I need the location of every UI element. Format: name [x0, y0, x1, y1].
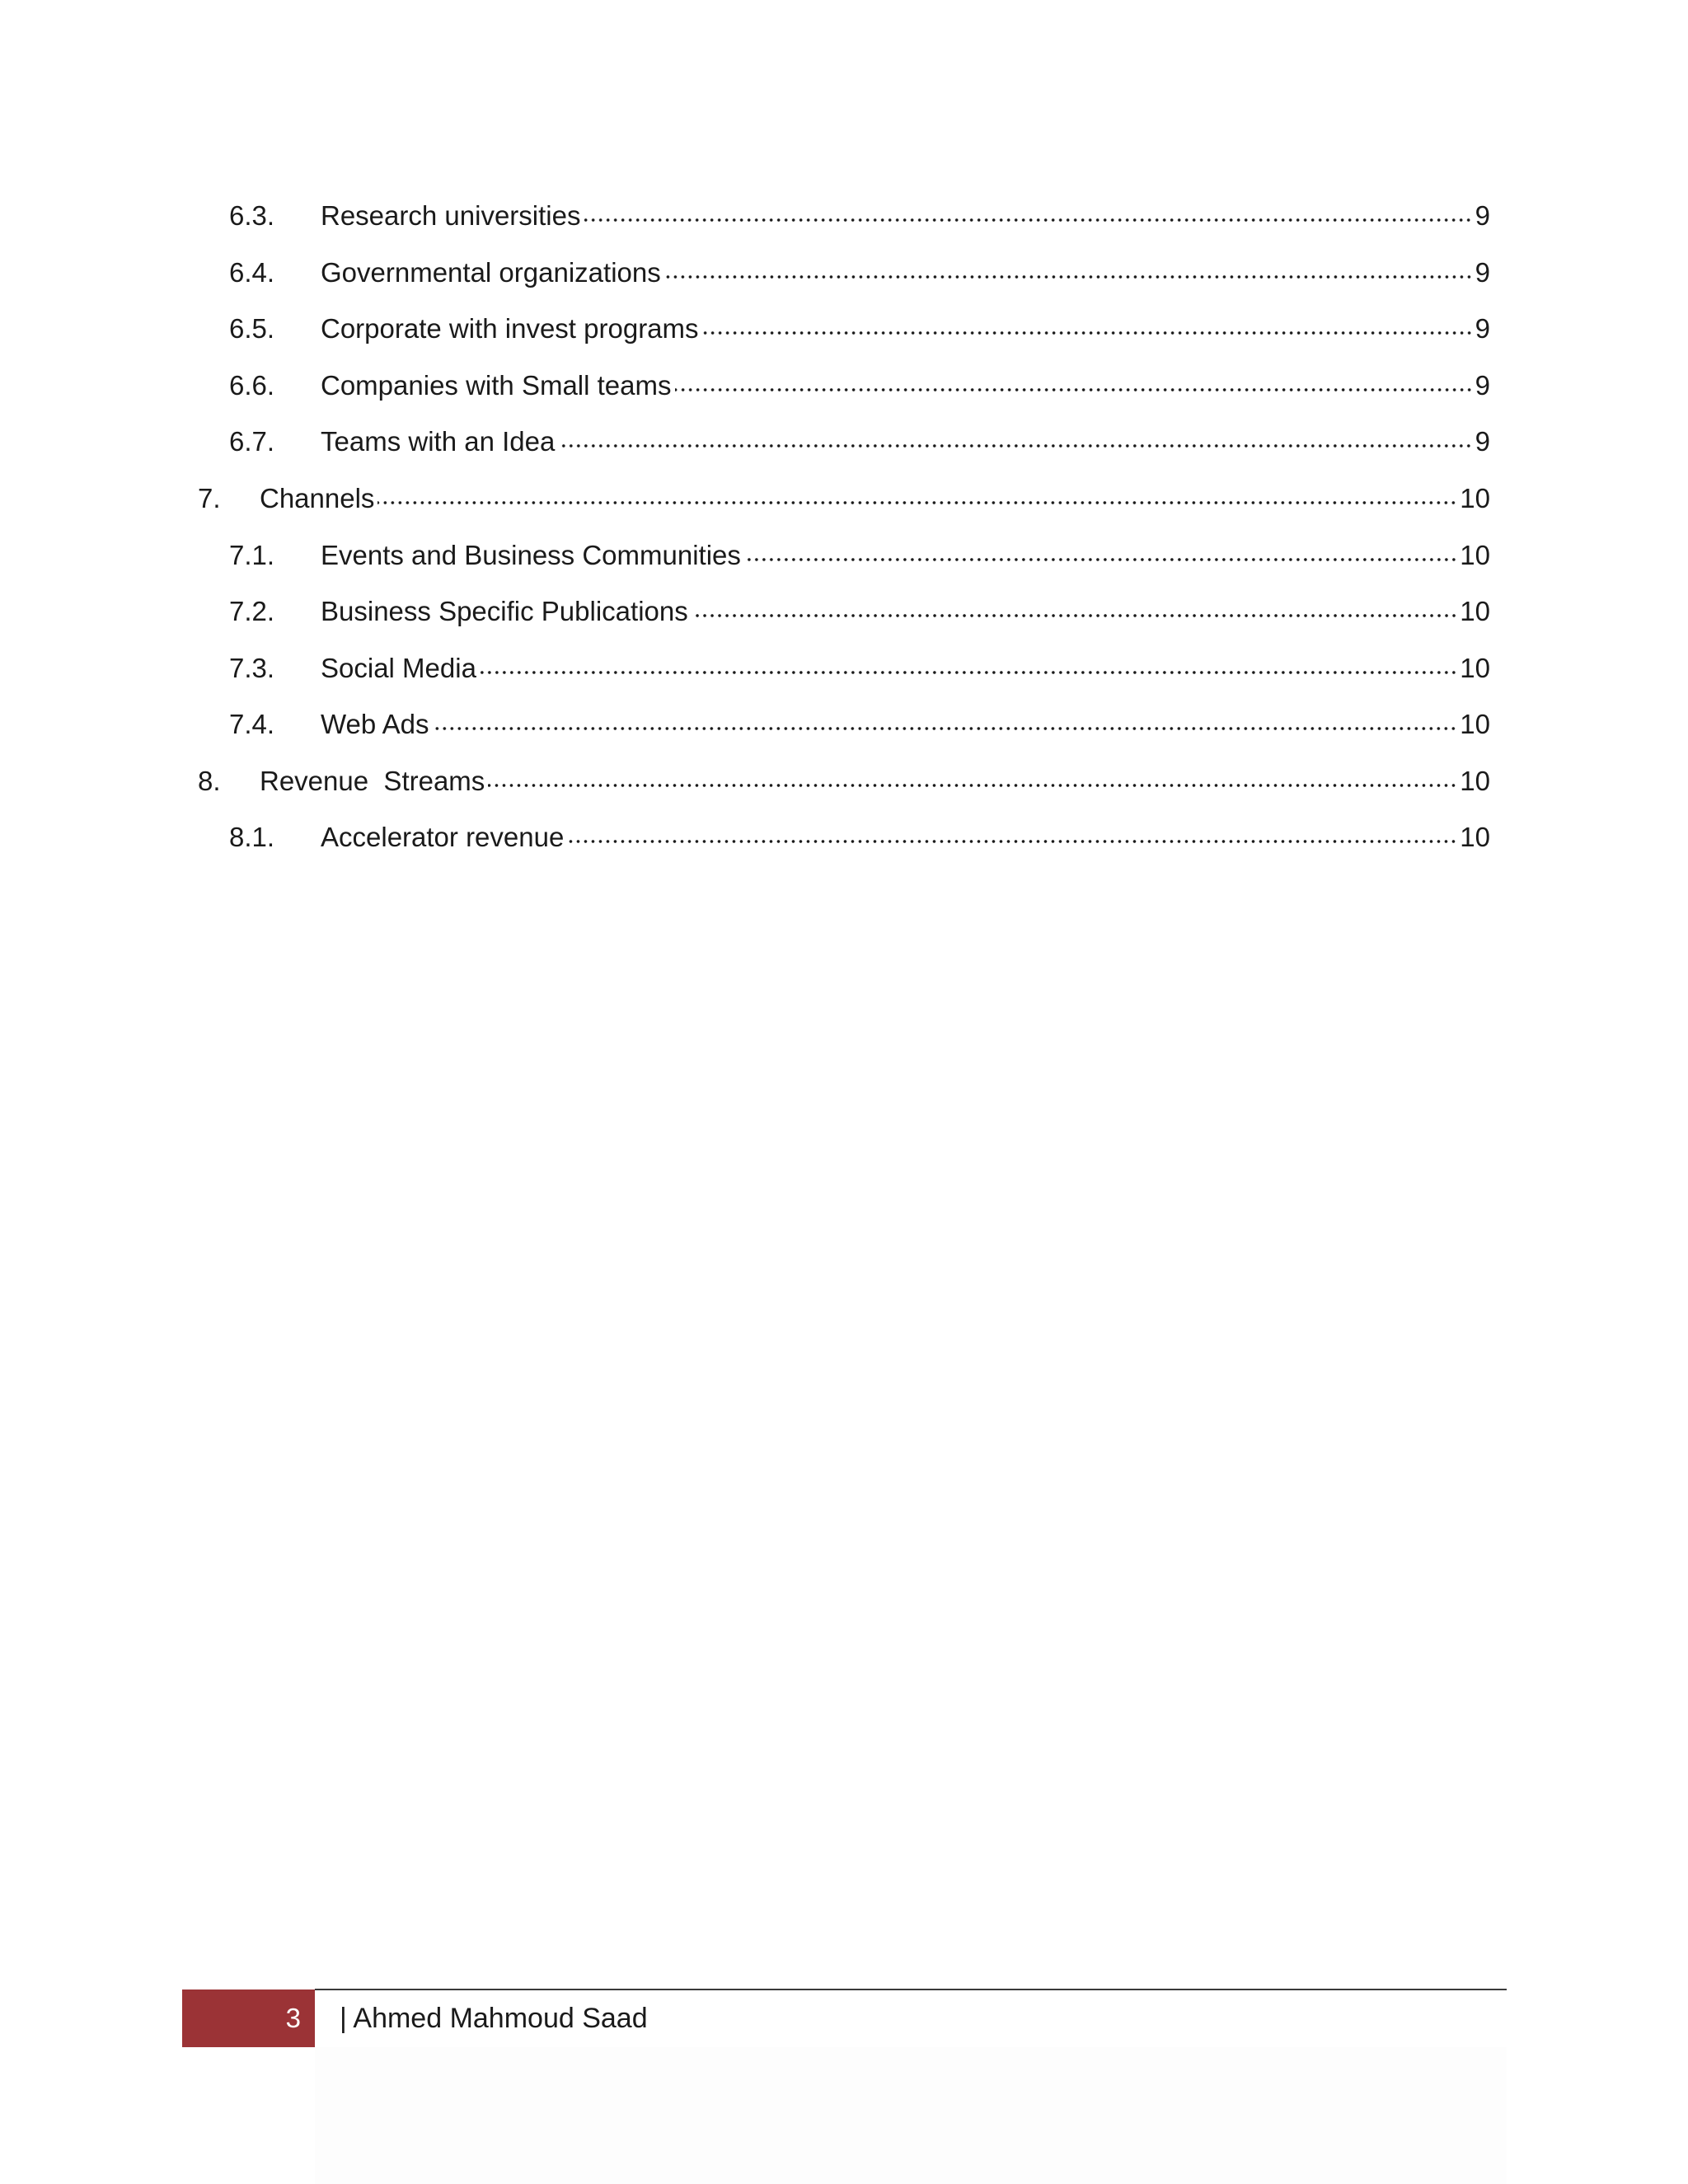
toc-entry-number: 6.4.	[229, 257, 275, 288]
dot-leader	[567, 837, 1457, 846]
toc-entry[interactable]	[229, 195, 1490, 237]
dot-leader	[480, 668, 1457, 677]
toc-entry[interactable]	[229, 308, 1490, 349]
toc-entry-page: 10	[1460, 653, 1490, 683]
dot-leader	[432, 724, 1457, 733]
toc-entry-page: 9	[1475, 313, 1490, 344]
toc-entry[interactable]	[229, 535, 1490, 576]
toc-entry-title: Business Specific Publications	[321, 596, 688, 626]
toc-entry[interactable]	[229, 648, 1490, 689]
dot-leader	[558, 441, 1472, 451]
toc-entry-page: 9	[1475, 370, 1490, 401]
toc-entry-title: Companies with Small teams	[321, 370, 672, 401]
toc-entry-page: 10	[1460, 483, 1490, 513]
dot-leader	[692, 611, 1458, 621]
toc-entry[interactable]	[229, 591, 1490, 632]
dot-leader	[664, 272, 1473, 282]
page-number: 3	[285, 2003, 301, 2033]
toc-entry-title: Research universities	[321, 200, 581, 231]
toc-entry-page: 9	[1475, 257, 1490, 288]
toc-entry[interactable]	[198, 478, 1490, 519]
toc-entry[interactable]	[229, 817, 1490, 858]
toc-entry-page: 10	[1460, 540, 1490, 570]
toc-entry-number: 6.5.	[229, 313, 275, 344]
toc-entry-page: 10	[1460, 596, 1490, 626]
toc-entry-title: Revenue Streams	[260, 766, 485, 796]
toc-entry-page: 10	[1460, 766, 1490, 796]
toc-entry-number: 7.1.	[229, 540, 275, 570]
toc-entry[interactable]	[229, 421, 1490, 462]
toc-entry-number: 7.4.	[229, 709, 275, 739]
toc-entry-page: 9	[1475, 200, 1490, 231]
author-name: | Ahmed Mahmoud Saad	[340, 2003, 648, 2034]
toc-entry-title: Corporate with invest programs	[321, 313, 699, 344]
toc-entry-title: Teams with an Idea	[321, 426, 556, 457]
dot-leader	[377, 498, 1457, 508]
toc-entry[interactable]	[229, 704, 1490, 745]
toc-entry-number: 8.1.	[229, 822, 275, 852]
toc-entry-number: 7.2.	[229, 596, 275, 626]
toc-entry-title: Channels	[260, 483, 375, 513]
toc-entry-title: Accelerator revenue	[321, 822, 565, 852]
toc-entry[interactable]	[229, 365, 1490, 406]
footer-shade	[315, 2047, 1507, 2184]
toc-entry[interactable]	[229, 252, 1490, 293]
toc-entry-page: 9	[1475, 426, 1490, 457]
toc-entry-page: 10	[1460, 709, 1490, 739]
dot-leader	[675, 385, 1473, 395]
toc-entry-title: Social Media	[321, 653, 476, 683]
dot-leader	[584, 215, 1472, 225]
toc-entry-title: Events and Business Communities	[321, 540, 741, 570]
toc-entry-title: Governmental organizations	[321, 257, 661, 288]
toc-entry-title: Web Ads	[321, 709, 429, 739]
dot-leader	[744, 555, 1457, 565]
toc-entry-number: 6.7.	[229, 426, 275, 457]
toc-entry-number: 7.	[198, 483, 221, 513]
dot-leader	[702, 328, 1473, 338]
toc-entry-number: 6.6.	[229, 370, 275, 401]
toc-entry-number: 8.	[198, 766, 221, 796]
dot-leader	[488, 780, 1457, 790]
toc-entry[interactable]	[198, 761, 1490, 802]
toc-entry-number: 7.3.	[229, 653, 275, 683]
toc-entry-number: 6.3.	[229, 200, 275, 231]
page-number-box	[182, 1990, 315, 2047]
toc-entry-page: 10	[1460, 822, 1490, 852]
